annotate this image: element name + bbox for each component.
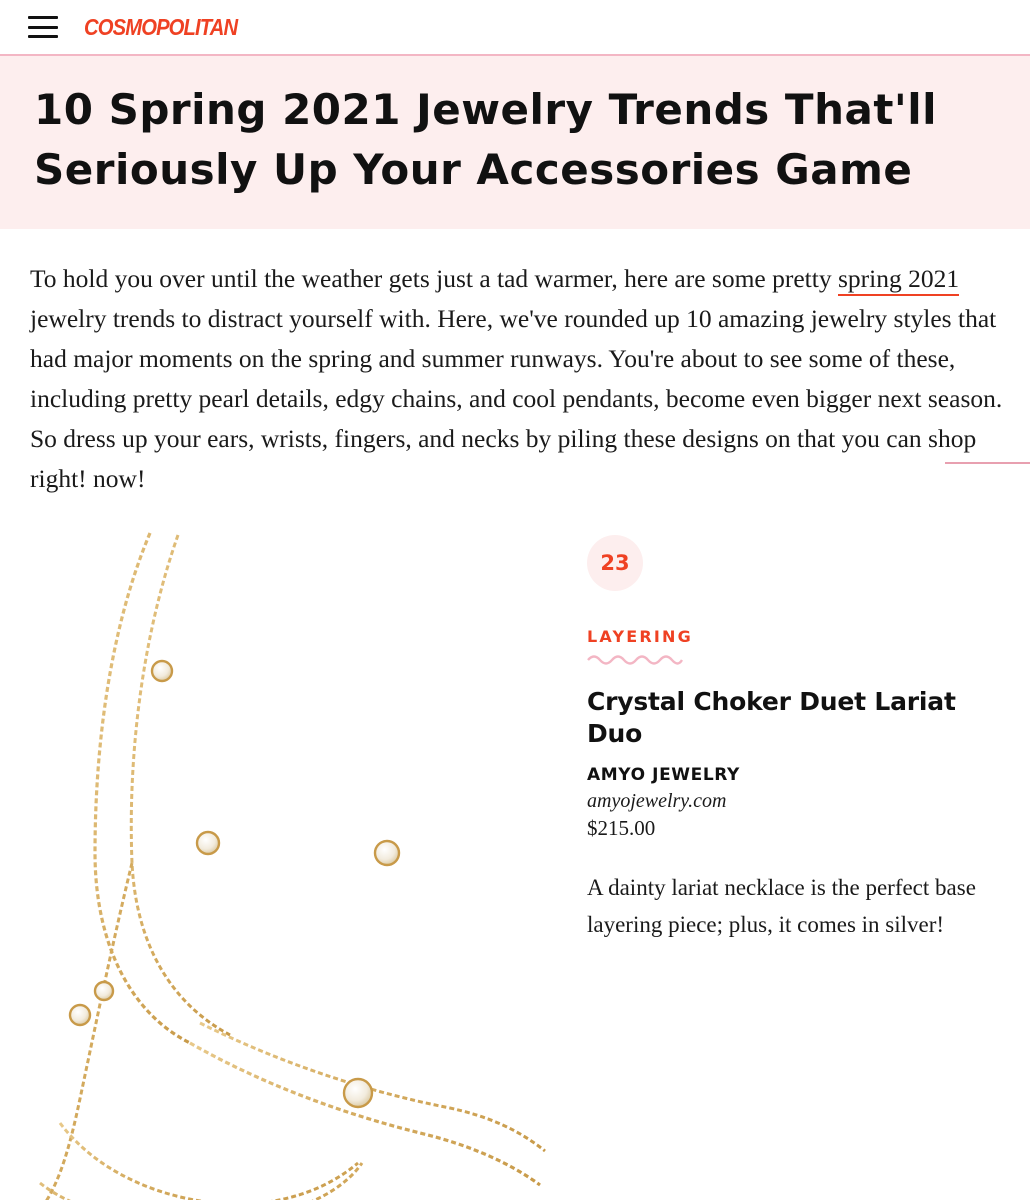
headline-band — [0, 56, 1030, 229]
squiggle-divider-icon — [587, 652, 1000, 664]
product-price: $215.00 — [587, 815, 656, 840]
hamburger-bar — [28, 16, 58, 19]
decorative-rule — [945, 462, 1030, 464]
site-logo[interactable]: COSMOPOLITAN — [84, 13, 238, 40]
product-info — [575, 523, 1020, 1200]
product-brand: AMYO JEWELRY — [587, 764, 740, 785]
vendor-url[interactable]: amyojewelry.com — [587, 789, 727, 812]
site-header — [0, 0, 1030, 56]
product-description: A dainty lariat necklace is the perfect base layering piece; plus, it comes in silver! — [587, 874, 976, 938]
product-category: LAYERING — [587, 627, 693, 647]
intro-text-before: To hold you over until the weather gets just a tad warmer, here are some pretty — [30, 264, 838, 294]
spring-2021-link[interactable]: spring 2021 — [838, 264, 959, 296]
hamburger-bar — [28, 35, 58, 38]
intro-text-after: jewelry trends to distract yourself with. Here, we've rounded up 10 amazing jewelry styles that had major moments on the spring and summer runways. You're about to see some of these, including pretty pearl details, edgy chains, and cool pendants, become even bigger next season. So dress up your ears, wrists, fingers, and necks by piling these designs on that you can shop right! now! — [30, 304, 1003, 494]
hamburger-bar — [28, 26, 58, 29]
rank-badge: 23 — [587, 535, 643, 591]
page-title: 10 Spring 2021 Jewelry Trends That'll Seriously Up Your Accessories Game — [34, 85, 938, 194]
product-image[interactable] — [0, 523, 575, 1200]
product-title[interactable]: Crystal Choker Duet Lariat Duo — [587, 687, 956, 748]
product-block — [0, 523, 1030, 1200]
intro-paragraph — [0, 229, 1030, 499]
hamburger-menu-icon[interactable] — [28, 16, 58, 38]
